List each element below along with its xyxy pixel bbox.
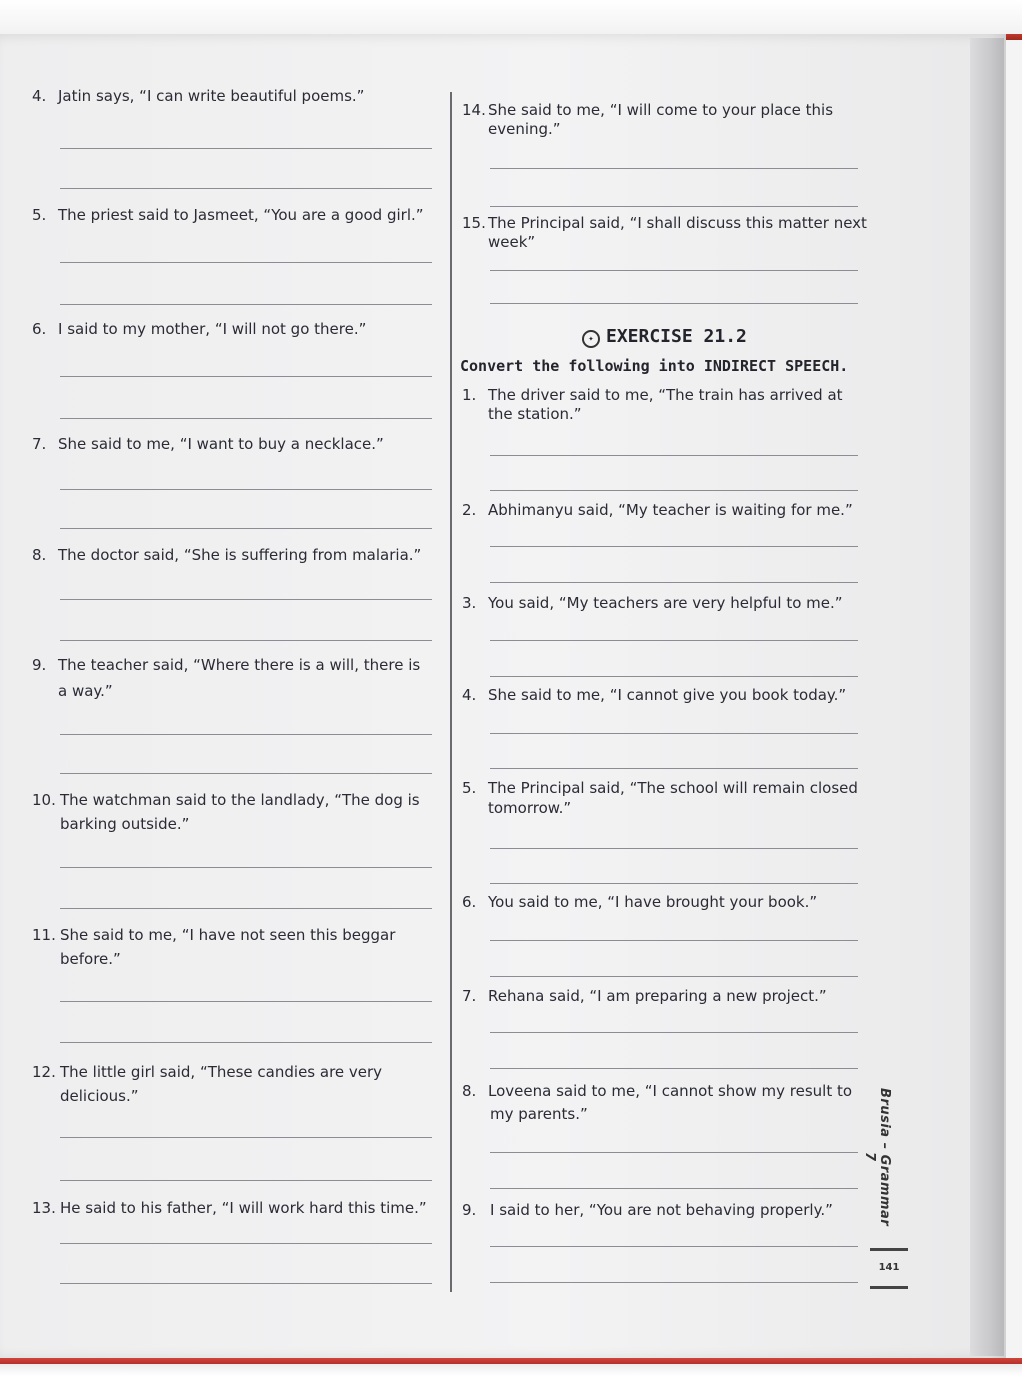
answer-line[interactable] [60,599,432,600]
answer-line[interactable] [490,1068,858,1069]
answer-line[interactable] [490,1152,858,1153]
question-text: The Principal said, “The school will remain closed [488,779,858,797]
answer-line[interactable] [490,303,858,304]
question-number: 7. [32,435,47,453]
answer-line[interactable] [60,867,432,868]
question-number: 4. [32,87,47,105]
question-text: She said to me, “I have not seen this beggar [60,926,396,944]
answer-line[interactable] [490,1032,858,1033]
question-number: 5. [462,779,477,797]
question-number: 6. [32,320,47,338]
question-number: 6. [462,893,477,911]
page-number: 141 [878,1262,900,1273]
page-number-bar-top [870,1248,908,1251]
answer-line[interactable] [490,270,858,271]
answer-line[interactable] [60,188,432,189]
answer-line[interactable] [490,490,858,491]
exercise-title [582,326,747,348]
answer-line[interactable] [60,148,432,149]
question-text: The driver said to me, “The train has arrived at [488,386,843,404]
question-number: 8. [32,546,47,564]
answer-line[interactable] [60,418,432,419]
question-number: 14. [462,101,486,119]
question-text: Loveena said to me, “I cannot show my result to [488,1082,853,1100]
question-number: 9. [32,656,47,674]
answer-line[interactable] [490,206,858,207]
question-text: my parents.” [490,1105,588,1123]
question-number: 9. [462,1201,477,1219]
question-text: a way.” [58,682,113,700]
answer-line[interactable] [490,976,858,977]
answer-line[interactable] [490,582,858,583]
question-text: Jatin says, “I can write beautiful poems.” [58,87,365,105]
question-text: The Principal said, “I shall discuss this matter next [488,214,867,232]
question-number: 2. [462,501,477,519]
answer-line[interactable] [60,1180,432,1181]
question-text: You said to me, “I have brought your book.” [488,893,818,911]
question-text: He said to his father, “I will work hard this time.” [60,1199,427,1217]
question-number: 3. [462,594,477,612]
photo-background-bottom [0,1358,1022,1376]
answer-line[interactable] [60,528,432,529]
question-text: tomorrow.” [488,799,572,817]
question-text: She said to me, “I want to buy a necklace.” [58,435,384,453]
question-text: Rehana said, “I am preparing a new project.” [488,987,827,1005]
answer-line[interactable] [60,1042,432,1043]
question-number: 8. [462,1082,477,1100]
question-text: delicious.” [60,1087,139,1105]
question-text: The doctor said, “She is suffering from malaria.” [58,546,422,564]
question-number: 13. [32,1199,56,1217]
answer-line[interactable] [490,1188,858,1189]
question-text: I said to my mother, “I will not go there.” [58,320,367,338]
answer-line[interactable] [490,640,858,641]
answer-line[interactable] [60,262,432,263]
question-text: before.” [60,950,121,968]
question-text: She said to me, “I cannot give you book today.” [488,686,847,704]
question-text: The little girl said, “These candies are very [60,1063,383,1081]
answer-line[interactable] [490,883,858,884]
page-number-bar-bottom [870,1286,908,1289]
answer-line[interactable] [490,1246,858,1247]
question-number: 7. [462,987,477,1005]
answer-line[interactable] [60,1243,432,1244]
answer-line[interactable] [490,546,858,547]
answer-line[interactable] [490,455,858,456]
question-text: week” [488,233,536,251]
answer-line[interactable] [60,640,432,641]
answer-line[interactable] [60,1001,432,1002]
book-side-label: Brusia – Grammar 7 [862,1087,892,1227]
question-number: 1. [462,386,477,404]
question-text: You said, “My teachers are very helpful to me.” [488,594,843,612]
question-text: The watchman said to the landlady, “The dog is [60,791,420,809]
answer-line[interactable] [490,168,858,169]
question-text: evening.” [488,120,561,138]
question-number: 15. [462,214,486,232]
star-badge-icon: ✦ [582,330,600,348]
question-text: barking outside.” [60,815,190,833]
answer-line[interactable] [490,733,858,734]
answer-line[interactable] [490,768,858,769]
question-text: The teacher said, “Where there is a will, there is [58,656,421,674]
answer-line[interactable] [60,376,432,377]
answer-line[interactable] [490,848,858,849]
answer-line[interactable] [490,676,858,677]
answer-line[interactable] [60,773,432,774]
answer-line[interactable] [490,940,858,941]
answer-line[interactable] [490,1282,858,1283]
question-number: 12. [32,1063,56,1081]
answer-line[interactable] [60,734,432,735]
answer-line[interactable] [60,304,432,305]
exercise-instruction: Convert the following into INDIRECT SPEECH. [460,357,849,375]
question-number: 5. [32,206,47,224]
answer-line[interactable] [60,1283,432,1284]
question-number: 4. [462,686,477,704]
column-divider [450,92,452,1292]
exercise-title-text: EXERCISE 21.2 [606,326,747,347]
question-text: She said to me, “I will come to your place this [488,101,834,119]
answer-line[interactable] [60,1137,432,1138]
question-number: 11. [32,926,56,944]
answer-line[interactable] [60,489,432,490]
page-edge [970,38,1004,1356]
question-text: The priest said to Jasmeet, “You are a good girl.” [58,206,424,224]
question-number: 10. [32,791,56,809]
answer-line[interactable] [60,908,432,909]
question-text: the station.” [488,405,582,423]
question-text: I said to her, “You are not behaving properly.” [490,1201,833,1219]
question-text: Abhimanyu said, “My teacher is waiting for me.” [488,501,853,519]
